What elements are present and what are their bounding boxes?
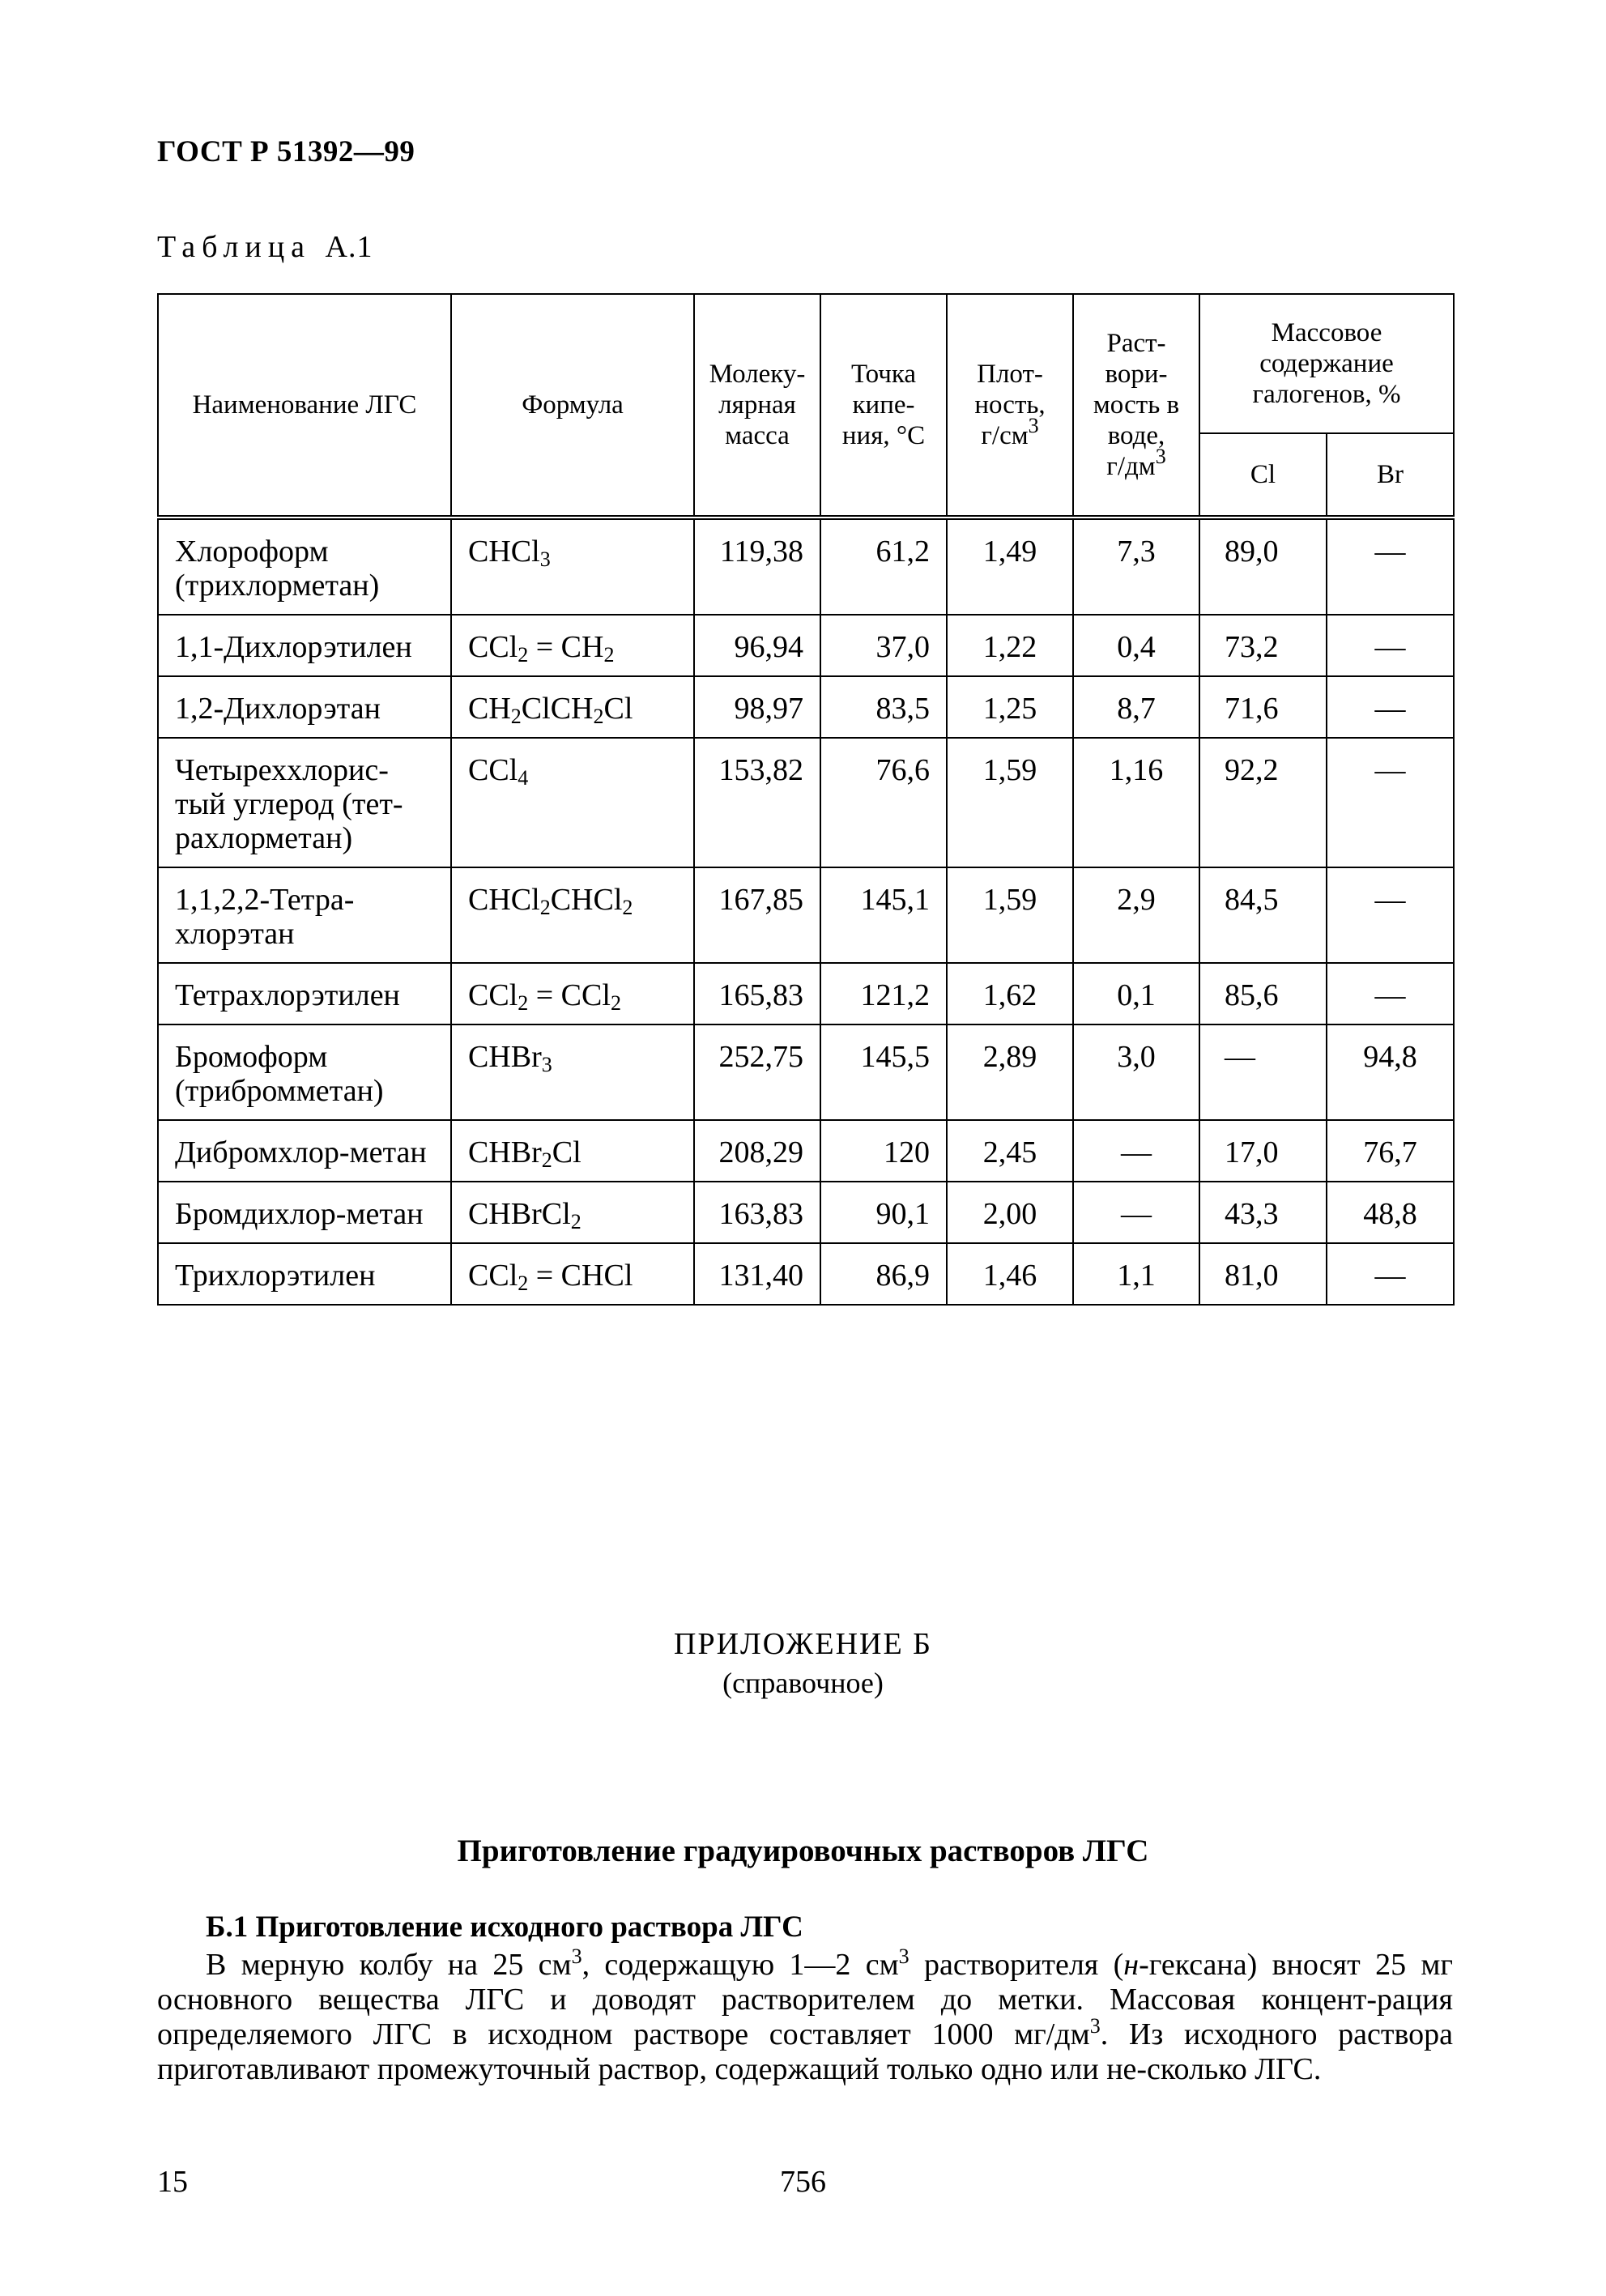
header-halogen-content: Массовое содержание галогенов, % <box>1199 294 1454 433</box>
subsection-title: Б.1 Приготовление исходного раствора ЛГС <box>206 1910 803 1944</box>
cell-cl: 89,0 <box>1199 518 1327 615</box>
header-cl: Cl <box>1199 433 1327 518</box>
cell-density: 1,62 <box>947 963 1073 1024</box>
cell-molecular-mass: 167,85 <box>694 867 820 963</box>
cell-density: 2,45 <box>947 1120 1073 1182</box>
cell-formula: CCl$_2$ = CCl$_2$ <box>451 963 694 1024</box>
cell-solubility: 7,3 <box>1073 518 1199 615</box>
cell-density: 1,22 <box>947 615 1073 676</box>
cell-name: Трихлорэтилен <box>158 1243 451 1305</box>
cell-molecular-mass: 98,97 <box>694 676 820 738</box>
cell-name: 1,2-Дихлорэтан <box>158 676 451 738</box>
cell-name: Хлороформ (трихлорметан) <box>158 518 451 615</box>
cell-molecular-mass: 163,83 <box>694 1182 820 1243</box>
cell-br: — <box>1327 676 1454 738</box>
cell-solubility: 2,9 <box>1073 867 1199 963</box>
cell-name: Четыреххлорис-тый углерод (тет-рахлорметан) <box>158 738 451 867</box>
body-paragraph: В мерную колбу на 25 $см^3$, содержащую 1—2 $см^3$ растворителя (н-гексана) вносят 25 мг основного вещества ЛГС и доводят растворителем до метки. Массовая концент-рация определяемого ЛГС в исходном растворе составляет 1000 $мг/дм^3$. Из исходного раствора приготавливают промежуточный раствор, содержащий только одно или не-сколько ЛГС. <box>157 1945 1454 2086</box>
header-solubility: Раст- вори- мость в воде, $г/дм^3$ <box>1073 294 1199 518</box>
cell-boiling-point: 145,1 <box>820 867 947 963</box>
cell-formula: CHBr$_3$ <box>451 1024 694 1120</box>
cell-density: 1,25 <box>947 676 1073 738</box>
table-row <box>158 1024 1454 1120</box>
cell-density: 1,59 <box>947 867 1073 963</box>
section-title: Приготовление градуировочных растворов ЛГС <box>457 1834 1149 1868</box>
cell-formula: CCl$_2$ = CHCl <box>451 1243 694 1305</box>
cell-boiling-point: 86,9 <box>820 1243 947 1305</box>
cell-molecular-mass: 131,40 <box>694 1243 820 1305</box>
cell-density: 1,49 <box>947 518 1073 615</box>
cell-formula: CHBrCl$_2$ <box>451 1182 694 1243</box>
cell-solubility: 0,4 <box>1073 615 1199 676</box>
table-row <box>158 963 1454 1024</box>
cell-solubility: 1,1 <box>1073 1243 1199 1305</box>
cell-molecular-mass: 96,94 <box>694 615 820 676</box>
cell-boiling-point: 37,0 <box>820 615 947 676</box>
header-br: Br <box>1327 433 1454 518</box>
appendix-subtitle: (справочное) <box>722 1667 884 1699</box>
appendix-title: ПРИЛОЖЕНИЕ Б <box>674 1627 932 1661</box>
cell-cl: — <box>1199 1024 1327 1120</box>
table-caption-word: Таблица <box>157 230 312 264</box>
cell-cl: 81,0 <box>1199 1243 1327 1305</box>
table-row <box>158 867 1454 963</box>
cell-br: 76,7 <box>1327 1120 1454 1182</box>
cell-solubility: — <box>1073 1182 1199 1243</box>
cell-solubility: 1,16 <box>1073 738 1199 867</box>
cell-br: — <box>1327 963 1454 1024</box>
cell-name: Дибромхлор-метан <box>158 1120 451 1182</box>
table-row <box>158 1243 1454 1305</box>
cell-br: — <box>1327 738 1454 867</box>
cell-solubility: — <box>1073 1120 1199 1182</box>
cell-cl: 17,0 <box>1199 1120 1327 1182</box>
header-formula: Формула <box>451 294 694 518</box>
table-caption <box>157 229 373 265</box>
cell-cl: 73,2 <box>1199 615 1327 676</box>
header-boiling-point: Точка кипе- ния, °С <box>820 294 947 518</box>
header-density: Плот- ность, $г/см^3$ <box>947 294 1073 518</box>
cell-br: — <box>1327 1243 1454 1305</box>
cell-br: 48,8 <box>1327 1182 1454 1243</box>
cell-density: 1,59 <box>947 738 1073 867</box>
cell-cl: 84,5 <box>1199 867 1327 963</box>
table-row <box>158 1120 1454 1182</box>
cell-boiling-point: 145,5 <box>820 1024 947 1120</box>
cell-boiling-point: 90,1 <box>820 1182 947 1243</box>
cell-density: 1,46 <box>947 1243 1073 1305</box>
table-caption-number: А.1 <box>325 230 373 264</box>
cell-br: — <box>1327 867 1454 963</box>
cell-density: 2,89 <box>947 1024 1073 1120</box>
cell-formula: CCl$_4$ <box>451 738 694 867</box>
cell-name: Тетрахлорэтилен <box>158 963 451 1024</box>
cell-name: Бромоформ (трибромметан) <box>158 1024 451 1120</box>
cell-boiling-point: 76,6 <box>820 738 947 867</box>
cell-molecular-mass: 119,38 <box>694 518 820 615</box>
cell-molecular-mass: 208,29 <box>694 1120 820 1182</box>
cell-br: 94,8 <box>1327 1024 1454 1120</box>
cell-density: 2,00 <box>947 1182 1073 1243</box>
cell-boiling-point: 83,5 <box>820 676 947 738</box>
cell-formula: CHCl$_3$ <box>451 518 694 615</box>
cell-formula: CHBr$_2$Cl <box>451 1120 694 1182</box>
cell-cl: 43,3 <box>1199 1182 1327 1243</box>
cell-solubility: 8,7 <box>1073 676 1199 738</box>
table-row <box>158 676 1454 738</box>
cell-name: 1,1-Дихлорэтилен <box>158 615 451 676</box>
table-row <box>158 615 1454 676</box>
cell-formula: CHCl$_2$CHCl$_2$ <box>451 867 694 963</box>
substances-table <box>157 293 1455 1306</box>
cell-formula: $CCl_2 = CH_2$ <box>451 615 694 676</box>
cell-name: Бромдихлор-метан <box>158 1182 451 1243</box>
cell-cl: 71,6 <box>1199 676 1327 738</box>
cell-solubility: 3,0 <box>1073 1024 1199 1120</box>
cell-boiling-point: 120 <box>820 1120 947 1182</box>
header-name: Наименование ЛГС <box>158 294 451 518</box>
cell-molecular-mass: 153,82 <box>694 738 820 867</box>
page-number-standard: 15 <box>157 2165 188 2199</box>
cell-br: — <box>1327 518 1454 615</box>
table-row <box>158 1182 1454 1243</box>
page-number-collection: 756 <box>780 2165 826 2199</box>
table-row <box>158 738 1454 867</box>
cell-br: — <box>1327 615 1454 676</box>
cell-cl: 85,6 <box>1199 963 1327 1024</box>
cell-formula: $CH_2ClCH_2Cl$ <box>451 676 694 738</box>
cell-boiling-point: 121,2 <box>820 963 947 1024</box>
cell-boiling-point: 61,2 <box>820 518 947 615</box>
header-molecular-mass: Молеку- лярная масса <box>694 294 820 518</box>
cell-molecular-mass: 252,75 <box>694 1024 820 1120</box>
table-row <box>158 518 1454 615</box>
cell-name: 1,1,2,2-Тетра-хлорэтан <box>158 867 451 963</box>
cell-cl: 92,2 <box>1199 738 1327 867</box>
document-id: ГОСТ Р 51392—99 <box>157 135 415 168</box>
cell-molecular-mass: 165,83 <box>694 963 820 1024</box>
cell-solubility: 0,1 <box>1073 963 1199 1024</box>
